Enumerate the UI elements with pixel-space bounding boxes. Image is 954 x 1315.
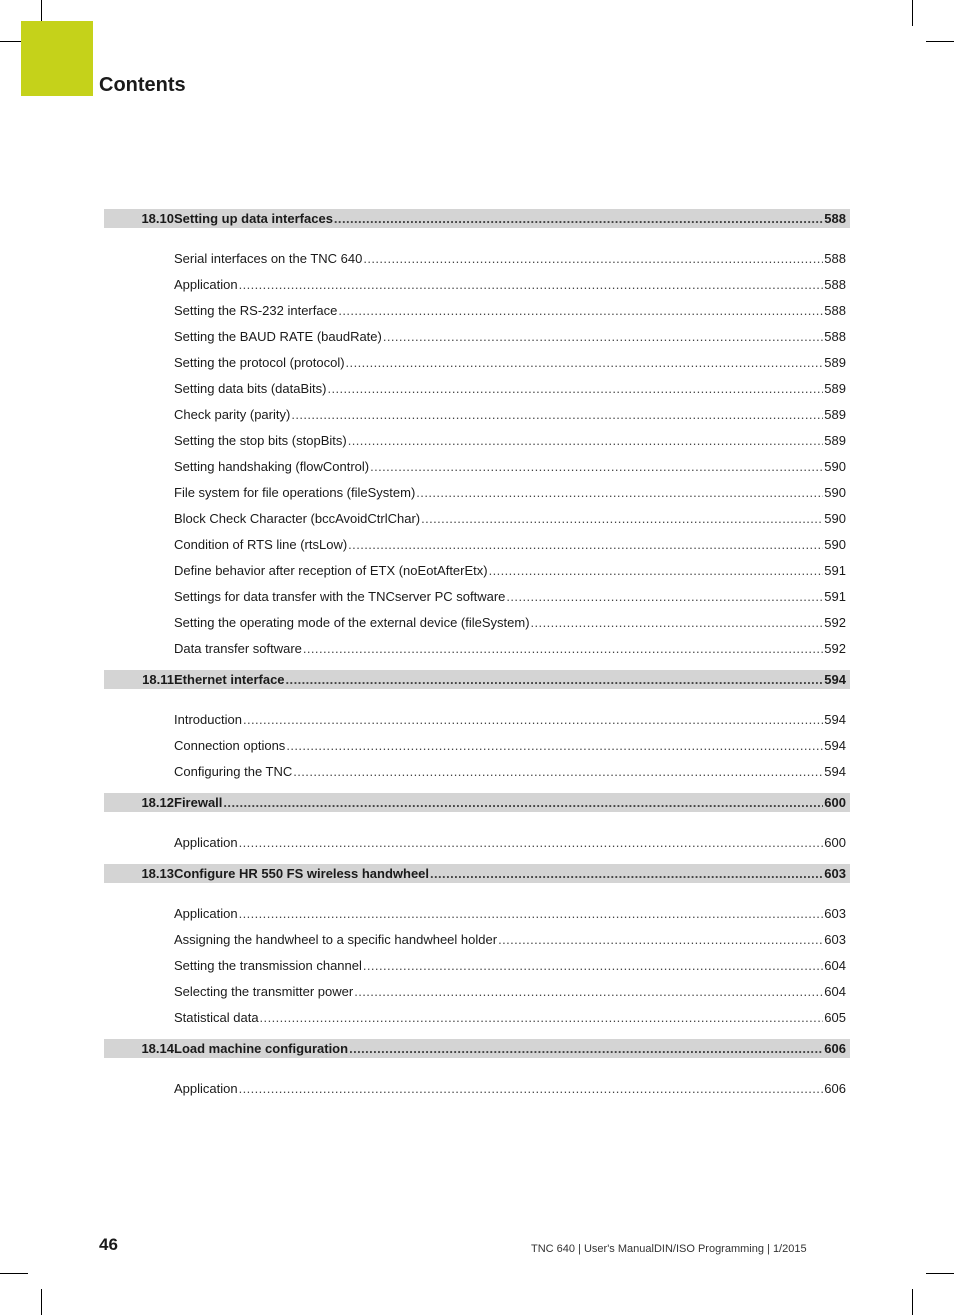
section-number: 18.12 [141,795,174,810]
entry-page: 591 [824,588,846,604]
entry-title: Serial interfaces on the TNC 640 [174,250,363,266]
section-page: 603 [824,866,846,881]
section-page: 594 [824,672,846,687]
section-heading[interactable] [104,793,850,812]
dot-leader [260,1010,824,1025]
dot-leader [239,835,824,850]
dot-leader [286,672,824,687]
entry-title: Block Check Character (bccAvoidCtrlChar) [174,510,421,526]
toc-section [104,209,850,661]
entry-page: 591 [824,562,846,578]
entry-page: 600 [824,834,846,850]
dot-leader [489,563,824,578]
entry-title: Setting the stop bits (stopBits) [174,432,347,448]
dot-leader [286,738,823,753]
dot-leader [383,329,823,344]
entry-title: Setting the operating mode of the external device (fileSystem) [174,614,530,630]
entry-page: 588 [824,250,846,266]
entry-page: 606 [824,1080,846,1096]
dot-leader [348,433,824,448]
entry-title: Setting data bits (dataBits) [174,380,327,396]
entry-page: 592 [824,640,846,656]
entry-page: 590 [824,458,846,474]
toc-entry[interactable] [104,323,850,349]
toc-entry[interactable] [104,401,850,427]
dot-leader [239,906,824,921]
toc-entry[interactable] [104,706,850,732]
toc-entry[interactable] [104,732,850,758]
entry-page: 592 [824,614,846,630]
chapter-color-block [21,21,93,96]
entry-title: File system for file operations (fileSystem) [174,484,416,500]
entry-title: Data transfer software [174,640,302,656]
toc-entry[interactable] [104,531,850,557]
toc-entry[interactable] [104,635,850,661]
entry-title: Setting handshaking (flowControl) [174,458,370,474]
toc-entry[interactable] [104,583,850,609]
toc-entry[interactable] [104,349,850,375]
toc-section [104,670,850,784]
dot-leader [370,459,823,474]
dot-leader [348,537,823,552]
crop-mark [41,1289,42,1315]
dot-leader [334,211,823,226]
crop-mark [0,1273,28,1274]
entry-title: Define behavior after reception of ETX (noEotAfterEtx) [174,562,488,578]
dot-leader [239,1081,824,1096]
page-number: 46 [99,1235,118,1254]
entry-title: Connection options [174,737,286,753]
section-heading[interactable] [104,864,850,883]
toc-entry[interactable] [104,453,850,479]
section-page: 606 [824,1041,846,1056]
entry-title: Application [174,905,238,921]
entry-title: Assigning the handwheel to a specific handwheel holder [174,931,498,947]
section-number: 18.10 [141,211,174,226]
entry-page: 590 [824,510,846,526]
dot-leader [421,511,823,526]
entry-page: 594 [824,711,846,727]
crop-mark [912,0,913,26]
section-title: Load machine configuration [174,1041,349,1056]
section-title: Ethernet interface [174,672,285,687]
dot-leader [223,795,823,810]
dot-leader [293,764,823,779]
entry-title: Setting the transmission channel [174,957,362,973]
page-title: Contents [99,74,186,96]
entry-title: Introduction [174,711,242,727]
dot-leader [430,866,823,881]
section-page: 588 [824,211,846,226]
entry-title: Setting the RS-232 interface [174,302,338,318]
dot-leader [506,589,823,604]
table-of-contents [104,209,850,1110]
entry-page: 589 [824,354,846,370]
toc-entry[interactable] [104,245,850,271]
entry-page: 603 [824,931,846,947]
toc-section [104,793,850,855]
section-heading[interactable] [104,1039,850,1058]
dot-leader [243,712,823,727]
dot-leader [354,984,823,999]
entry-page: 590 [824,484,846,500]
crop-mark [912,1289,913,1315]
entry-page: 604 [824,957,846,973]
toc-section [104,1039,850,1101]
dot-leader [239,277,824,292]
toc-entry[interactable] [104,479,850,505]
entry-page: 589 [824,432,846,448]
section-title: Setting up data interfaces [174,211,333,226]
toc-entry[interactable] [104,952,850,978]
toc-entry[interactable] [104,926,850,952]
entry-page: 604 [824,983,846,999]
entry-title: Statistical data [174,1009,259,1025]
toc-entry[interactable] [104,375,850,401]
entry-page: 594 [824,763,846,779]
dot-leader [363,958,823,973]
section-number: 18.11 [142,672,174,687]
entry-page: 588 [824,276,846,292]
entry-page: 588 [824,302,846,318]
dot-leader [291,407,823,422]
section-heading[interactable] [104,209,850,228]
toc-section [104,864,850,1030]
dot-leader [346,355,824,370]
toc-entry[interactable] [104,900,850,926]
toc-entry[interactable] [104,557,850,583]
entry-page: 594 [824,737,846,753]
entry-page: 589 [824,380,846,396]
toc-entry[interactable] [104,978,850,1004]
crop-mark [926,1273,954,1274]
section-title: Configure HR 550 FS wireless handwheel [174,866,430,881]
entry-title: Application [174,834,238,850]
section-number: 18.13 [141,866,174,881]
entry-title: Setting the protocol (protocol) [174,354,345,370]
entry-page: 603 [824,905,846,921]
toc-entry[interactable] [104,1075,850,1101]
entry-title: Selecting the transmitter power [174,983,354,999]
dot-leader [416,485,823,500]
footer-text: TNC 640 | User's ManualDIN/ISO Programming | 1/2015 [531,1243,807,1255]
toc-entry[interactable] [104,829,850,855]
toc-entry[interactable] [104,505,850,531]
section-heading[interactable] [104,670,850,689]
toc-entry[interactable] [104,297,850,323]
dot-leader [327,381,823,396]
dot-leader [338,303,823,318]
dot-leader [363,251,823,266]
section-title: Firewall [174,795,223,810]
dot-leader [498,932,823,947]
toc-entry[interactable] [104,427,850,453]
dot-leader [349,1041,823,1056]
toc-entry[interactable] [104,1004,850,1030]
entry-title: Check parity (parity) [174,406,291,422]
entry-title: Application [174,276,238,292]
toc-entry[interactable] [104,609,850,635]
section-page: 600 [824,795,846,810]
dot-leader [303,641,823,656]
entry-title: Condition of RTS line (rtsLow) [174,536,348,552]
entry-title: Settings for data transfer with the TNCserver PC software [174,588,506,604]
entry-page: 589 [824,406,846,422]
toc-entry[interactable] [104,758,850,784]
section-number: 18.14 [141,1041,174,1056]
entry-title: Setting the BAUD RATE (baudRate) [174,328,382,344]
entry-title: Configuring the TNC [174,763,293,779]
entry-page: 588 [824,328,846,344]
toc-entry[interactable] [104,271,850,297]
dot-leader [531,615,824,630]
entry-page: 590 [824,536,846,552]
entry-page: 605 [824,1009,846,1025]
crop-mark [926,41,954,42]
entry-title: Application [174,1080,238,1096]
